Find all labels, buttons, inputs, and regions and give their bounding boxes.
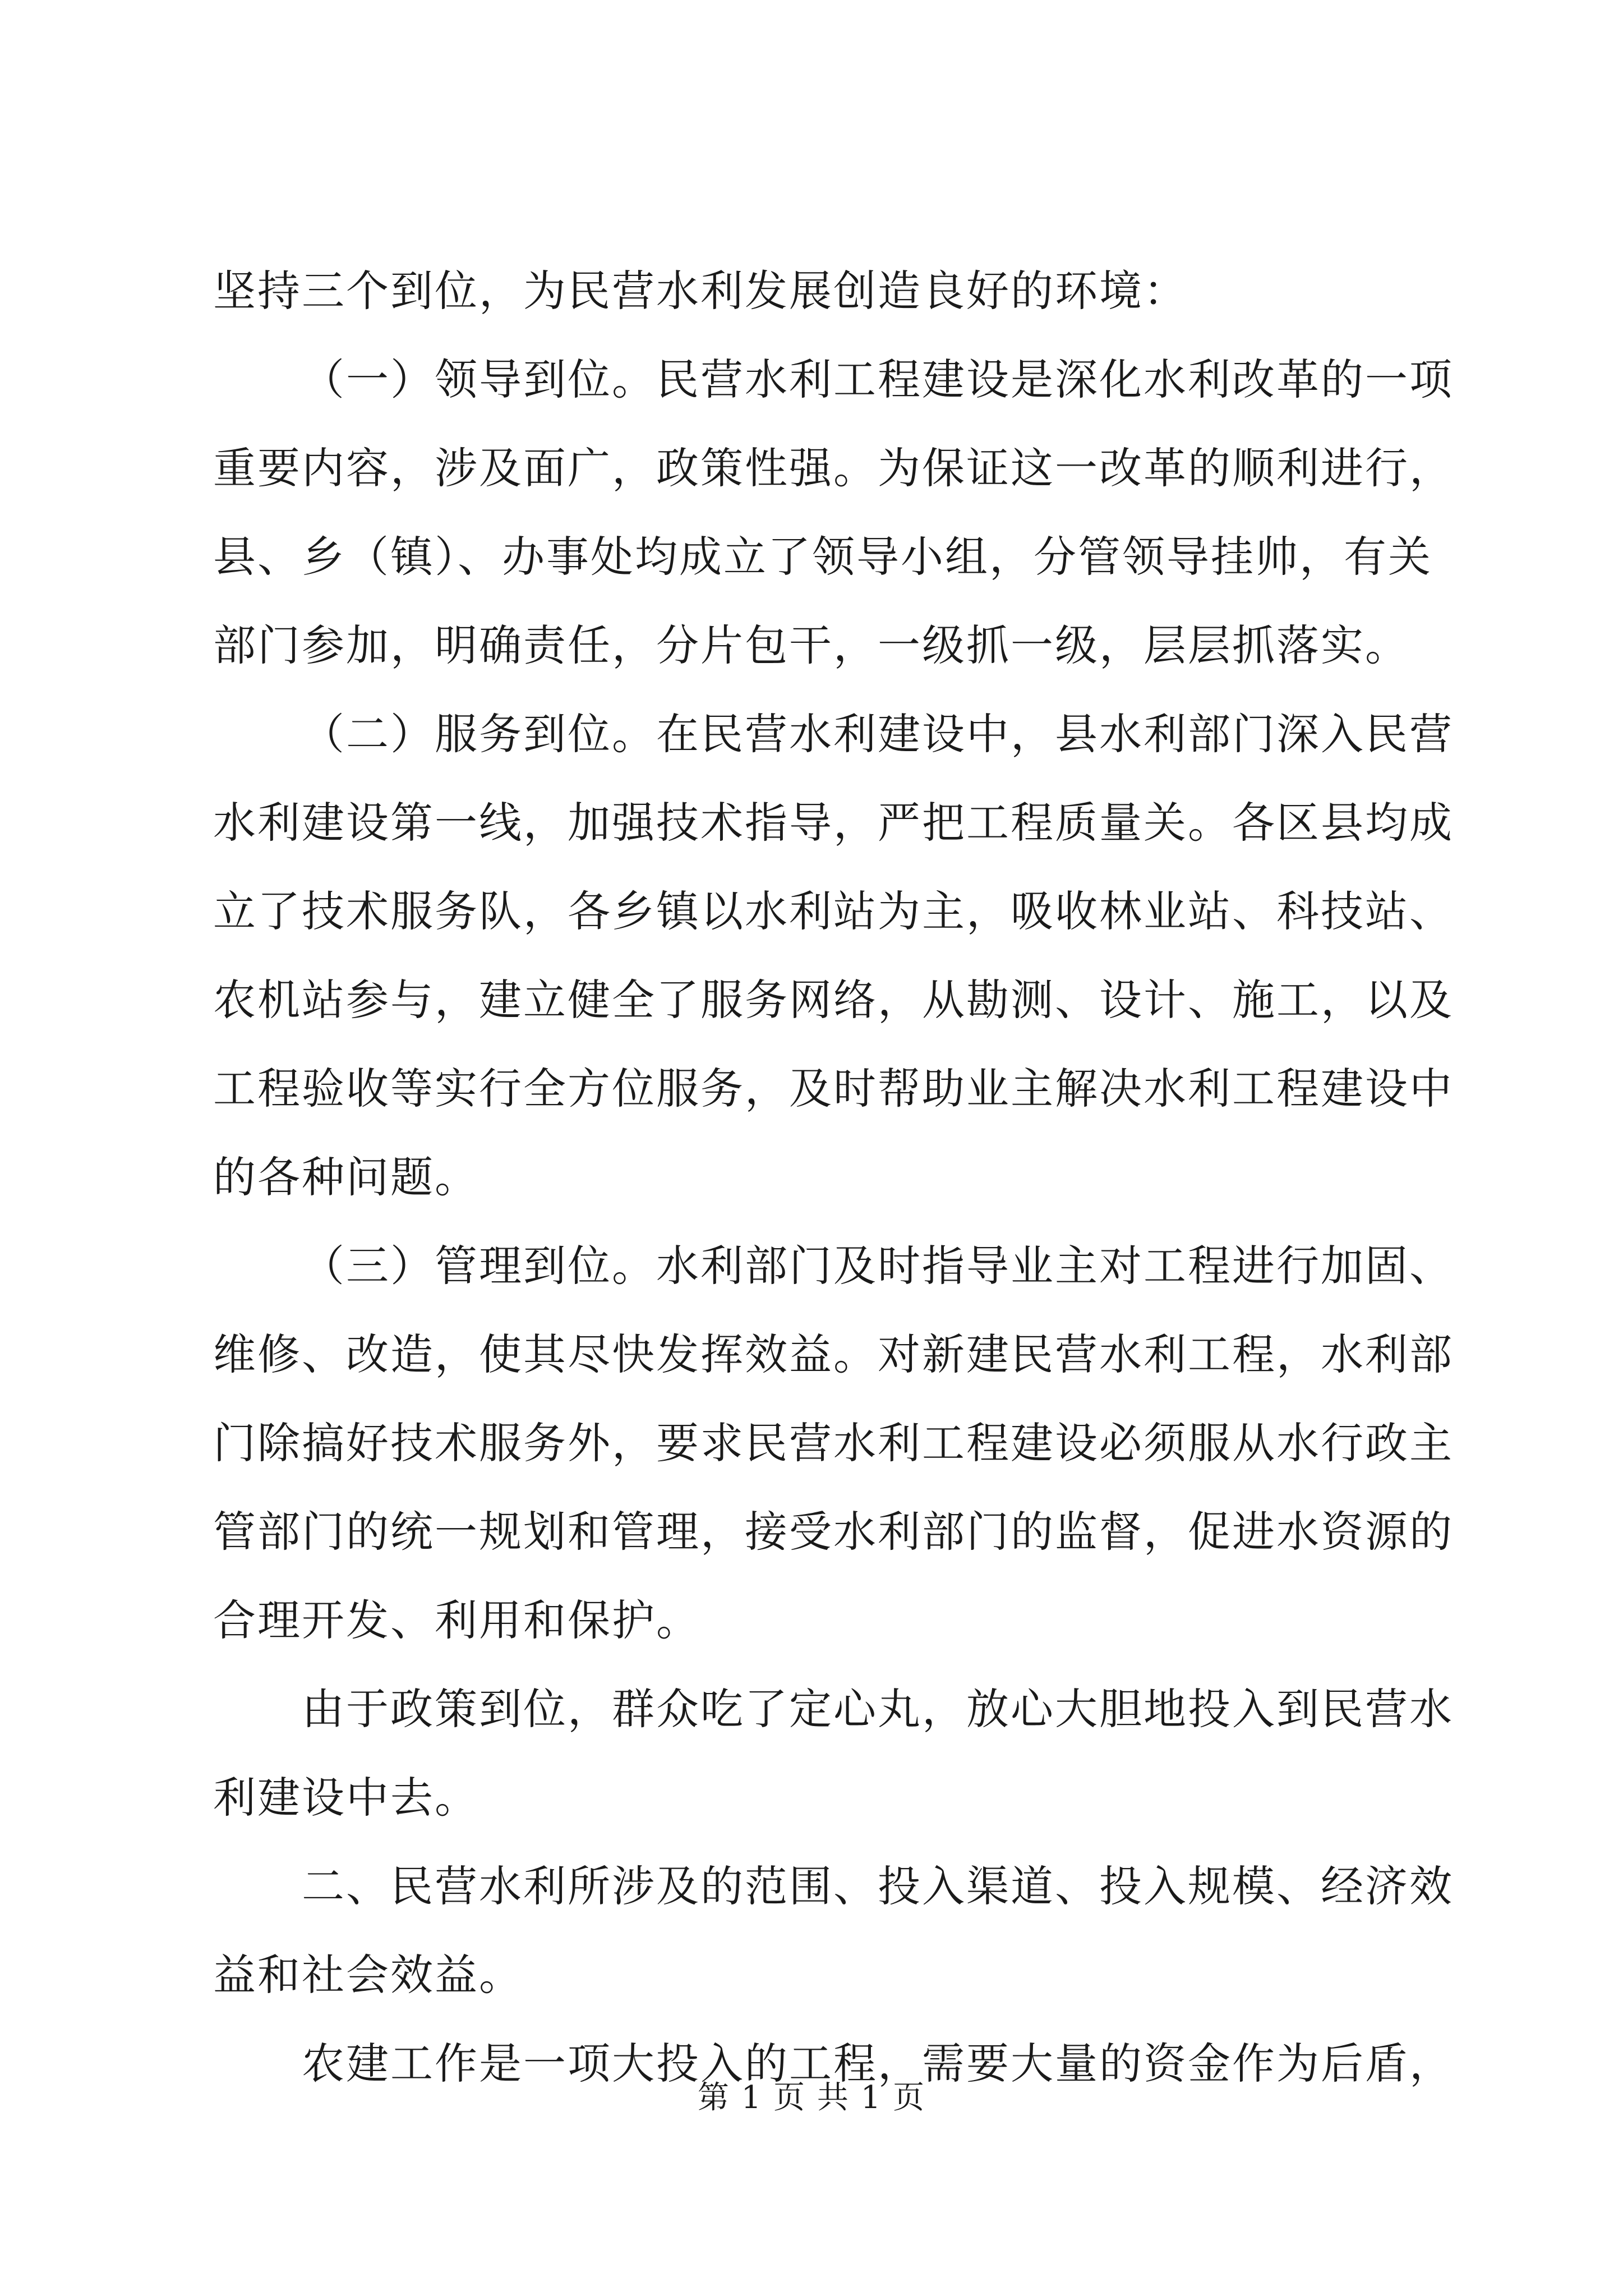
text-line: （一）领导到位。民营水利工程建设是深化水利改革的一项 bbox=[302, 355, 1454, 404]
text-line: 坚持三个到位，为民营水利发展创造良好的环境： bbox=[213, 266, 1188, 316]
document-body bbox=[213, 247, 1454, 2108]
text-line: 农建工作是一项大投入的工程，需要大量的资金作为后盾， bbox=[302, 2039, 1454, 2088]
page-number-label: 第 1 页 共 1 页 bbox=[697, 2079, 926, 2116]
text-line: 的各种问题。 bbox=[213, 1152, 479, 1202]
text-line: 水利建设第一线，加强技术指导，严把工程质量关。各区县均成 bbox=[213, 798, 1454, 848]
text-line: （三）管理到位。水利部门及时指导业主对工程进行加固、 bbox=[302, 1241, 1454, 1291]
text-line: 门除搞好技术服务外，要求民营水利工程建设必须服从水行政主 bbox=[213, 1418, 1454, 1468]
text-line: 工程验收等实行全方位服务，及时帮助业主解决水利工程建设中 bbox=[213, 1064, 1454, 1114]
text-line: 利建设中去。 bbox=[213, 1773, 479, 1823]
text-line: 由于政策到位，群众吃了定心丸，放心大胆地投入到民营水 bbox=[302, 1684, 1454, 1734]
page-footer bbox=[0, 2076, 1623, 2120]
text-line: 农机站参与，建立健全了服务网络，从勘测、设计、施工，以及 bbox=[213, 975, 1454, 1025]
text-line: （二）服务到位。在民营水利建设中，县水利部门深入民营 bbox=[302, 709, 1454, 759]
text-line: 维修、改造，使其尽快发挥效益。对新建民营水利工程，水利部 bbox=[213, 1329, 1454, 1379]
text-line: 立了技术服务队，各乡镇以水利站为主，吸收林业站、科技站、 bbox=[213, 886, 1454, 936]
text-line: 益和社会效益。 bbox=[213, 1950, 523, 2000]
text-line: 县、乡（镇）、办事处均成立了领导小组，分管领导挂帅，有关 bbox=[213, 532, 1432, 582]
text-line: 合理开发、利用和保护。 bbox=[213, 1595, 700, 1645]
text-line: 重要内容，涉及面广，政策性强。为保证这一改革的顺利进行， bbox=[213, 443, 1454, 493]
text-line: 二、民营水利所涉及的范围、投入渠道、投入规模、经济效 bbox=[302, 1861, 1454, 1911]
text-line: 管部门的统一规划和管理，接受水利部门的监督，促进水资源的 bbox=[213, 1507, 1454, 1557]
text-line: 部门参加，明确责任，分片包干，一级抓一级，层层抓落实。 bbox=[213, 620, 1409, 670]
